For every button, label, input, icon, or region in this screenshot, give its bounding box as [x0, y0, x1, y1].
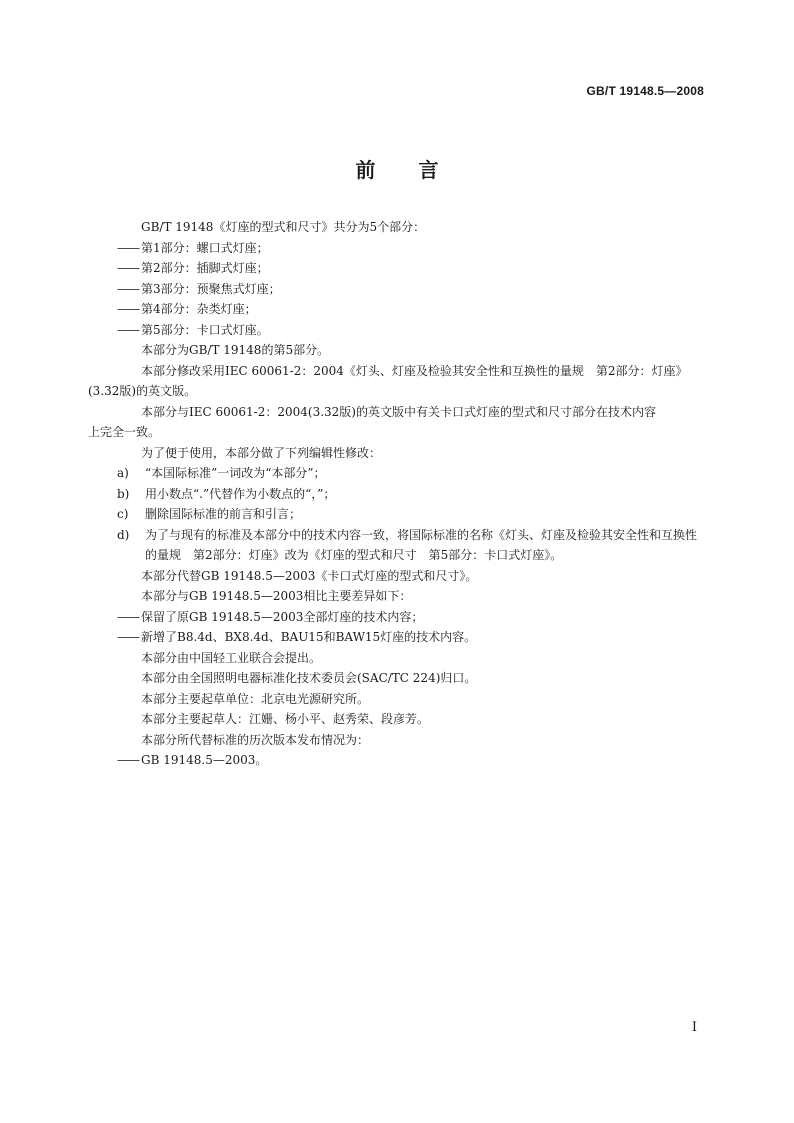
list-item-text: 保留了原GB 19148.5—2003全部灯座的技术内容； [141, 609, 424, 624]
list-item [117, 607, 707, 628]
dash-mark: —— [117, 322, 139, 337]
page-number: I [691, 1020, 697, 1035]
paragraph: 本部分所代替标准的历次版本发布情况为： [141, 732, 370, 747]
paragraph: 本部分修改采用IEC 60061-2：2004《灯头、灯座及检验其安全性和互换性的量规 第2部分：灯座》 [141, 363, 688, 378]
enumerated-item [117, 504, 707, 525]
dash-mark: —— [117, 630, 139, 644]
item-text: “本国际标准”一词改为“本部分”； [145, 466, 326, 480]
enumerated-item [117, 525, 707, 566]
paragraph-continuation: 上完全一致。 [88, 425, 161, 439]
list-item [117, 279, 707, 300]
paragraph: 本部分主要起草人：江姗、杨小平、赵秀荣、段彦芳。 [141, 712, 430, 726]
list-item-text: 第3部分：预聚焦式灯座； [141, 281, 281, 296]
paragraph-continuation: (3.32版)的英文版。 [88, 384, 197, 398]
paragraph: 本部分主要起草单位：北京电光源研究所。 [141, 691, 370, 706]
list-item-text: GB 19148.5—2003。 [141, 753, 268, 767]
list-item [117, 627, 707, 648]
enumerated-item [117, 463, 707, 484]
list-item [117, 238, 707, 259]
list-item-text: 第4部分：杂类灯座； [141, 302, 257, 316]
list-item-text: 新增了B8.4d、BX8.4d、BAU15和BAW15灯座的技术内容。 [141, 630, 477, 644]
list-item-text: 第5部分：卡口式灯座。 [141, 322, 269, 337]
dash-mark: —— [117, 753, 139, 767]
item-text: 为了与现有的标准及本部分中的技术内容一致，将国际标准的名称《灯头、灯座及检验其安全性和互换性的量规 第2部分：灯座》改为《灯座的型式和尺寸 第5部分：卡口式灯座》。 [145, 527, 698, 562]
paragraph: 本部分由全国照明电器标准化技术委员会(SAC/TC 224)归口。 [141, 671, 477, 685]
dash-mark: —— [117, 609, 139, 624]
item-text: 删除国际标准的前言和引言； [145, 507, 302, 521]
enumerated-item [117, 484, 707, 505]
paragraph: 本部分由中国轻工业联合会提出。 [141, 650, 322, 665]
list-item [117, 299, 707, 320]
document-code: GB/T 19148.5—2008 [586, 84, 704, 98]
item-text: 用小数点“.”代替作为小数点的“，”； [145, 486, 336, 501]
list-item [117, 320, 707, 341]
dash-mark: —— [117, 281, 139, 296]
document-body [88, 217, 707, 771]
dash-mark: —— [117, 261, 139, 275]
paragraph: 为了便于使用，本部分做了下列编辑性修改： [141, 445, 382, 460]
list-item [117, 750, 707, 771]
item-marker: c) [117, 507, 129, 521]
page-title: 前 言 [355, 158, 439, 182]
paragraph: 本部分为GB/T 19148的第5部分。 [141, 343, 330, 357]
list-item-text: 第2部分：插脚式灯座； [141, 261, 269, 275]
dash-mark: —— [117, 302, 139, 316]
paragraph: 本部分与GB 19148.5—2003相比主要差异如下： [141, 589, 412, 603]
list-item [117, 258, 707, 279]
item-marker: d) [117, 527, 130, 542]
dash-mark: —— [117, 240, 139, 255]
paragraph: GB/T 19148《灯座的型式和尺寸》共分为5个部分： [141, 220, 426, 234]
paragraph: 本部分与IEC 60061-2：2004(3.32版)的英文版中有关卡口式灯座的型式和尺寸部分在技术内容 [141, 404, 656, 419]
paragraph: 本部分代替GB 19148.5—2003《卡口式灯座的型式和尺寸》。 [141, 568, 478, 583]
list-item-text: 第1部分：螺口式灯座； [141, 240, 269, 255]
item-marker: a) [117, 466, 129, 480]
item-marker: b) [117, 486, 130, 501]
